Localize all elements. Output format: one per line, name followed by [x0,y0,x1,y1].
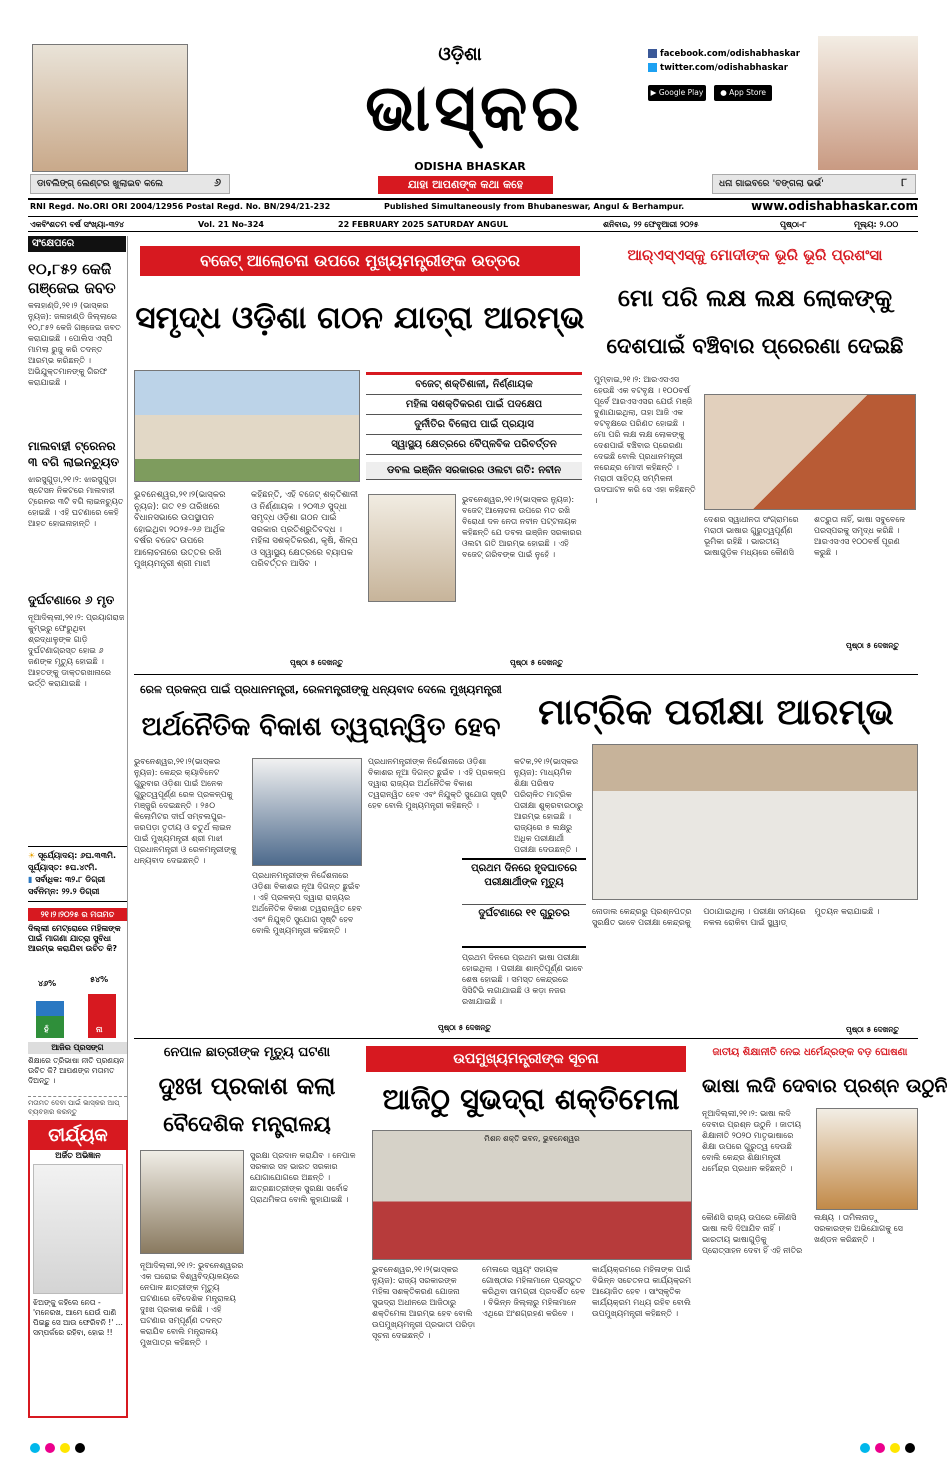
poll-chart [28,968,127,1038]
cartoon-title: ତୀର୍ଯ୍ୟକ [30,1122,126,1150]
date-odia-right: ଶନିବାର, ୨୨ ଫେବୃଆରୀ ୨୦୨୫ [603,220,699,229]
actress-portrait [818,36,918,170]
exam-highlight-box [462,858,586,948]
facebook-link: facebook.com/odishabhaskar [660,49,800,59]
official-photo [140,1150,244,1254]
lead-body: ଭୁବନେଶ୍ୱର,୨୧।୨(ଭାସ୍କର ନ୍ୟୁଜ): ଗତ ୧୭ ତାରିଖରେ ବିଧାନସଭାରେ ଉପସ୍ଥାପନ ହୋଇଥିବା ୨୦୨୫-୨୬ ଆର୍ଥିକ ବର୍ଷର ବଜେଟ ଉପରେ ଆଲୋଚନାରେ ଉତ୍ତର ରଖି ମୁଖ୍ୟମନ୍ତ୍ରୀ ଶ୍ରୀ ମାଝୀ କହିଛନ୍ତି, ଏହି ବଜେଟ୍ ଶକ୍ତିଶାଳୀ ଓ ନିର୍ଣ୍ଣାୟକ । ୨୦୩୬ ସୁଦ୍ଧା ସମୃଦ୍ଧ ଓଡ଼ିଶା ଗଠନ ପାଇଁ ସରକାର ପ୍ରତିଶ୍ରୁତିବଦ୍ଧ । ମହିଳା ସଶକ୍ତିକରଣ, କୃଷି, ଶିଳ୍ପ ଓ ସ୍ୱାସ୍ଥ୍ୟ କ୍ଷେତ୍ରରେ ବ୍ୟାପକ ପରିବର୍ତ୍ତନ ଆସିବ । [134,490,359,569]
nepal-body-continued: ସୁରକ୍ଷା ପ୍ରଦାନ କରାଯିବ । ନେପାଳ ସରକାର ସହ ଭାରତ ସରକାର ଯୋଗାଯୋଗରେ ଅଛନ୍ତି । ଛାତ୍ରଛାତ୍ରୀଙ୍କ ସୁରକ୍ଷା ସର୍ବୋଚ୍ଚ ପ୍ରାଥମିକତା ବୋଲି କୁହାଯାଇଛି । [250,1151,356,1204]
nepal-body: ନୂଆଦିଲ୍ଲୀ,୨୧।୨: ଭୁବନେଶ୍ୱରର ଏକ ଘରୋଇ ବିଶ୍ୱବିଦ୍ୟାଳୟରେ ନେପାଳ ଛାତ୍ରୀଙ୍କ ମୃତ୍ୟୁ ଘଟଣାରେ ବୈଦେଶିକ ମନ୍ତ୍ରାଳୟ ଦୁଃଖ ପ୍ରକାଶ କରିଛି । ଏହି ଘଟଣାର ସମ୍ପୂର୍ଣ୍ଣ ତଦନ୍ତ କରାଯିବ ବୋଲି ମନ୍ତ୍ରାଳୟ ମୁଖପାତ୍ର କହିଛନ୍ତି । [140,1261,244,1347]
tagline: ଯାହା ଆପଣଙ୍କ କଥା କହେ [378,176,553,194]
rail-headline[interactable]: ଅର୍ଥନୈତିକ ବିକାଶ ତ୍ୱରାନ୍ୱିତ ହେବ [141,712,501,742]
subhadra-body: ଭୁବନେଶ୍ୱର,୨୧।୨(ଭାସ୍କର ନ୍ୟୁଜ): ରାଜ୍ୟ ସରକାରଙ୍କ ମହିଳା ସଶକ୍ତିକରଣ ଯୋଜନା ସୁଭଦ୍ରା ଅଧୀନରେ ଆଜିଠାରୁ ଶକ୍ତିମେଳା ଆରମ୍ଭ ହେବ ବୋଲି ଉପମୁଖ୍ୟମନ୍ତ୍ରୀ ପ୍ରଭାତୀ ପରିଡ଼ା ସୂଚନା ଦେଇଛନ୍ତି । [372,1265,476,1340]
poll-no-pct: ୫୪% [90,975,109,984]
exam-photo [592,744,918,900]
weather-box [28,846,127,902]
nepal-kicker: ନେପାଳ ଛାତ୍ରୀଙ୍କ ମୃତ୍ୟୁ ଘଟଣା [163,1045,331,1060]
naveen-continued[interactable]: ପୃଷ୍ଠା ୫ ଦେଖନ୍ତୁ [510,658,563,667]
language-body-continued: କୌଣସି ରାଜ୍ୟ ଉପରେ କୌଣସି ଭାଷା ଲଦି ଦିଆଯିବ ନାହିଁ । ଭାରତୀୟ ଭାଷାଗୁଡ଼ିକୁ ପ୍ରୋତ୍ସାହନ ଦେବା ହିଁ ଏହି ନୀତିର ଲକ୍ଷ୍ୟ । ତାମିଲନାଡ଼ୁ ସରକାରଙ୍କ ଅଭିଯୋଗକୁ ସେ ଖଣ୍ଡନ କରିଛନ୍ତି । [702,1213,903,1255]
social-links [648,48,818,138]
lead-headline[interactable]: ସମୃଦ୍ଧ ଓଡ଼ିଶା ଗଠନ ଯାତ୍ରା ଆରମ୍ଭ [135,300,585,336]
modi-kicker: ଆର୍‌ଏସ୍‌ଏସ୍‌କୁ ମୋଦୀଙ୍କ ଭୂରି ଭୂରି ପ୍ରଶଂସା [627,246,883,264]
rail-continued[interactable]: ପୃଷ୍ଠା ୫ ଦେଖନ୍ତୁ [438,1023,491,1032]
poll-yes-pct: ୪୬% [38,979,57,988]
today-topic-note: ମତାମତ ଦେବା ପାଇଁ ଭାସ୍କର ଆପ୍ ବ୍ୟବହାର କରନ୍ତୁ [28,1096,127,1114]
brand-small: ଓଡ଼ିଶା [438,44,482,65]
brief1-body: କଳାହାଣ୍ଡି,୨୧।୨ (ଭାସ୍କର ନ୍ୟୁଜ): ଜଳାହାଣ୍ଡି ଜିଲ୍ଲାରେ ୧୦,୮୫୨ କେଜି ଗଞ୍ଜେଇ ଜବତ କରାଯାଇଛି । ପୋଲିସ ଏସ୍ପି ମାମଲା ରୁଜୁ କରି ତଦନ୍ତ ଆରମ୍ଭ କରିଛନ୍ତି । ଅଭିଯୁକ୍ତମାନଙ୍କୁ ଗିରଫ କରାଯାଇଛି । [28,301,121,387]
modi-headline-line2[interactable]: ଦେଶପାଇଁ ବଞ୍ଚିବାର ପ୍ରେରଣା ଦେଇଛି [606,334,904,358]
google-play-badge[interactable]: ▶ Google Play [648,85,706,101]
modi-body: ମୁମ୍ବାଇ,୨୧।୨: ଆରଏସଏସ ହେଉଛି ଏକ ବଟବୃକ୍ଷ । ୧୦୦ବର୍ଷ ପୂର୍ବେ ଆରଏସଏସର ଯେଉଁ ମଞ୍ଜି ବୁଣାଯାଇଥିଲା, ତାହା ଆଜି ଏକ ବଟବୃକ୍ଷରେ ପରିଣତ ହୋଇଛି । ମୋ ପରି ଲକ୍ଷ ଲକ୍ଷ ଲୋକଙ୍କୁ ଦେଶପାଇଁ ବଞ୍ଚିବାର ପ୍ରେରଣା ଦେଇଛି ବୋଲି ପ୍ରଧାନମନ୍ତ୍ରୀ ନରେନ୍ଦ୍ର ମୋଦୀ କହିଛନ୍ତି । ମରାଠୀ ସାହିତ୍ୟ ସମ୍ମିଳନୀ ଉଦଘାଟନ କରି ସେ ଏହା କହିଛନ୍ତି । [594,375,696,505]
twitter-link: twitter.com/odishabhaskar [660,63,788,73]
poll-question: ଦିଲ୍ଲୀ ମେଟ୍ରୋରେ ମହିଳାଙ୍କ ପାଇଁ ମାଗଣା ଯାତ୍ରା ସୁବିଧା ଆରମ୍ଭ କରାଯିବା ଉଚିତ କି? [28,924,121,953]
poll-no-bar [88,994,116,1038]
minister-photo [252,758,362,866]
nepal-headline-line1[interactable]: ଦୁଃଖ ପ୍ରକାଶ କଲା [158,1072,336,1100]
lead-point-4: ସ୍ୱାସ୍ଥ୍ୟ କ୍ଷେତ୍ରରେ ବୈପ୍ଳବିକ ପରିବର୍ତ୍ତନ [366,435,582,455]
temperature-min: ସର୍ବନିମ୍ନ: ୨୨.୨ ଡିଗ୍ରୀ [28,887,100,896]
left-teaser-page: ୬ [214,176,221,189]
lead-point-2: ମହିଳା ସଶକ୍ତିକରଣ ପାଇଁ ପଦକ୍ଷେପ [366,395,582,415]
modi-photo [704,394,916,510]
subhadra-body-continued: ମେଳାରେ ସ୍ୱୟଂ ସହାୟକ ଗୋଷ୍ଠୀର ମହିଳାମାନେ ପ୍ରସ୍ତୁତ କରିଥିବା ସାମଗ୍ରୀ ପ୍ରଦର୍ଶିତ ହେବ । ବିଭିନ୍ନ ଜିଲ୍ଲାରୁ ମହିଳାମାନେ ଏଥିରେ ଅଂଶଗ୍ରହଣ କରିବେ । [482,1265,586,1318]
lead-point-1: ବଜେଟ୍ ଶକ୍ତିଶାଳୀ, ନିର୍ଣ୍ଣାୟକ [366,375,582,395]
play-icon: ▶ [650,88,659,97]
date-odia-left: ଏକବିଂଶତମ ବର୍ଷ ସଂଖ୍ୟା-୩୨୪ [30,220,125,229]
date-english: 22 FEBRUARY 2025 SATURDAY ANGUL [338,220,509,229]
brief3-body: ନୂଆଦିଲ୍ଲୀ,୨୧।୨: ପ୍ରୟାଗରାଜ କୁମ୍ଭରୁ ଫେରୁଥିବା ଶ୍ରଦ୍ଧାଳୁଙ୍କ ଗାଡ଼ି ଦୁର୍ଘଟଣାଗ୍ରସ୍ତ ହୋଇ ୬ ଜଣଙ୍କ ମୃତ୍ୟୁ ହୋଇଛି । ଆହତଙ୍କୁ ଡାକ୍ତରଖାନାରେ ଭର୍ତ୍ତି କରାଯାଇଛି । [28,613,125,688]
pradhan-photo [816,1108,918,1210]
left-teaser-box[interactable] [30,174,230,194]
cartoon-box [28,1120,128,1418]
apple-icon: ● [720,88,730,97]
app-store-badge[interactable]: ● App Store [714,85,772,101]
today-topic-question: ଶିକ୍ଷାରେ ତ୍ରିଭାଷା ନୀତି ପ୍ରଣୟନ ଉଚିତ କି? ଆପଣଙ୍କ ମତାମତ ଦିଅନ୍ତୁ । [28,1056,125,1085]
sun-icon: ☀ [28,851,38,860]
poll-yes-bar [36,1001,64,1038]
cartoon-caption: ଝିଅଙ୍କୁ କହିଲେ ନେତା - 'ମନେରଖ, ଆମେ ଯେଉଁ ପାଣି ପିଇଛୁ ସେ ଆଉ ଫେରିବନି !' ... ସମ୍ପର୍କରେ ରହିବା, ହୋଇ !! [33,1298,123,1337]
dateline-bar [28,216,918,232]
modi-body-continued: ଦେଶର ସ୍ୱାଧୀନତା ସଂଗ୍ରାମରେ ମରାଠୀ ଭାଷାର ଗୁରୁତ୍ୱପୂର୍ଣ୍ଣ ଭୂମିକା ରହିଛି । ଭାରତୀୟ ଭାଷାଗୁଡ଼ିକ ମଧ୍ୟରେ କୌଣସି ଶତ୍ରୁତା ନାହିଁ, ଭାଷା ସବୁବେଳେ ପରସ୍ପରକୁ ସମୃଦ୍ଧ କରିଛି । ଆରଏସଏସ ୧୦୦ବର୍ଷ ପୂରଣ କରୁଛି । [704,515,906,557]
exam-body: କଟକ,୨୧।୨(ଭାସ୍କର ନ୍ୟୁଜ): ମାଧ୍ୟମିକ ଶିକ୍ଷା ପରିଷଦ ପରିଚାଳିତ ମାଟ୍ରିକ ପରୀକ୍ଷା ଶୁକ୍ରବାରଠାରୁ ଆରମ୍ଭ ହୋଇଛି । ରାଜ୍ୟରେ ୫ ଲକ୍ଷରୁ ଅଧିକ ପରୀକ୍ଷାର୍ଥୀ ପରୀକ୍ଷା ଦେଉଛନ୍ତି । [514,757,584,854]
rail-body-col3: ପ୍ରଧାନମନ୍ତ୍ରୀଙ୍କ ନିର୍ଦ୍ଦେଶନାରେ ଓଡ଼ିଶା ବିକାଶର ନୂଆ ଦିଗନ୍ତ ଛୁଇଁବ । ଏହି ପ୍ରକଳ୍ପ ଦ୍ୱାରା ରାଜ୍ୟର ଅର୍ଥନୈତିକ ବିକାଶ ତ୍ୱରାନ୍ୱିତ ହେବ ଏବଂ ନିଯୁକ୍ତି ସୁଯୋଗ ସୃଷ୍ଟି ହେବ ବୋଲି ମୁଖ୍ୟମନ୍ତ୍ରୀ କହିଛନ୍ତି । [368,757,508,810]
facebook-icon [648,49,657,58]
sunrise: ☀ ସୂର୍ଯ୍ୟୋଦୟ: ୬ଘ.୩୩ମି. [28,851,117,860]
cartoon-subtitle: ଅର୍ଜିତ ଅଭିଜ୍ଞାନ [55,1151,101,1160]
briefs-section-title: ସଂକ୍ଷେପରେ [28,236,126,252]
naveen-headline[interactable]: ଡବଲ ଇଞ୍ଜିନ ସରକାରର ଓଲଟା ଗତି: ନବୀନ [366,462,582,480]
sunset: ସୂର୍ଯ୍ୟାସ୍ତ: ୫ଘ.୪୯ମି. [28,863,98,872]
subhadra-body-col3: କାର୍ଯ୍ୟକ୍ରମରେ ମହିଳାଙ୍କ ପାଇଁ ବିଭିନ୍ନ ସଚେତନତା କାର୍ଯ୍ୟକ୍ରମ ଆୟୋଜିତ ହେବ । ସାଂସ୍କୃତିକ କାର୍ଯ୍ୟକ୍ରମ ମଧ୍ୟ ରହିବ ବୋଲି ଉପମୁଖ୍ୟମନ୍ତ୍ରୀ କହିଛନ୍ତି । [592,1265,692,1318]
rail-kicker: ରେଳ ପ୍ରକଳ୍ପ ପାଇଁ ପ୍ରଧାନମନ୍ତ୍ରୀ, ରେଳମନ୍ତ୍ରୀଙ୍କୁ ଧନ୍ୟବାଦ ଦେଲେ ମୁଖ୍ୟମନ୍ତ୍ରୀ [140,683,502,696]
exam-body-col3: ନୋଡାଲ କେନ୍ଦ୍ରରୁ ପ୍ରଶ୍ନପତ୍ର ସୁରକ୍ଷିତ ଭାବେ ପରୀକ୍ଷା କେନ୍ଦ୍ରକୁ ପଠାଯାଇଥିଲା । ପରୀକ୍ଷା ସମୟରେ ନକଲ ରୋକିବା ପାଇଁ ସ୍କ୍ୱାଡ୍ ମୁତୟନ କରାଯାଇଛି । [592,907,880,927]
facebook-row[interactable] [648,48,818,60]
lead-kicker: ବଜେଟ୍ ଆଲୋଚନା ଉପରେ ମୁଖ୍ୟମନ୍ତ୍ରୀଙ୍କ ଉତ୍ତର [140,246,580,276]
section-rule-2 [134,1038,918,1039]
thermometer-icon: ▮ [28,875,36,884]
press-meet-photo [372,1130,692,1260]
lead-continued[interactable]: ପୃଷ୍ଠା ୫ ଦେଖନ୍ତୁ [290,658,343,667]
modi-headline-line1[interactable]: ମୋ ପରି ଲକ୍ଷ ଲକ୍ଷ ଲୋକଙ୍କୁ [617,284,893,312]
brief3-title: ଦୁର୍ଘଟଣାରେ ୬ ମୃତ [28,593,115,607]
color-registration-left [30,1438,110,1450]
poll-header: ୨୧।୨।୨୦୨୫ ର ମତାମତ [28,908,127,921]
rail-body-continued: ପ୍ରଧାନମନ୍ତ୍ରୀଙ୍କ ନିର୍ଦ୍ଦେଶନାରେ ଓଡ଼ିଶା ବିକାଶର ନୂଆ ଦିଗନ୍ତ ଛୁଇଁବ । ଏହି ପ୍ରକଳ୍ପ ଦ୍ୱାରା ରାଜ୍ୟର ଅର୍ଥନୈତିକ ବିକାଶ ତ୍ୱରାନ୍ୱିତ ହେବ ଏବଂ ନିଯୁକ୍ତି ସୁଯୋଗ ସୃଷ୍ଟି ହେବ ବୋଲି ମୁଖ୍ୟମନ୍ତ୍ରୀ କହିଛନ୍ତି । [252,871,362,935]
left-teaser-text: ଡାବଲିଙ୍ଗ୍ ଲେଣ୍ଟର ଖୁଲାଇବ କଲେ [37,179,163,189]
cartoon-drawing [33,1164,123,1294]
language-headline[interactable]: ଭାଷା ଲଦି ଦେବାର ପ୍ରଶ୍ନ ଉଠୁନି [702,1075,947,1097]
page-count: ପୃଷ୍ଠା-୮ [780,220,807,229]
brief1-title: ୧୦,୮୫୨ କେଜି ଗଞ୍ଜେଇ ଜବତ [28,260,116,297]
rail-body: ଭୁବନେଶ୍ୱର,୨୧।୨(ଭାସ୍କର ନ୍ୟୁଜ): କେନ୍ଦ୍ର କ୍ୟାବିନେଟ ଗୁରୁବାର ଓଡ଼ିଶା ପାଇଁ ଅନେକ ଗୁରୁତ୍ୱପୂର୍ଣ୍ଣ ରେଳ ପ୍ରକଳ୍ପକୁ ମଞ୍ଜୁରି ଦେଇଛନ୍ତି । ୨୫୦ କିଲୋମିଟର ଦୀର୍ଘ ସମ୍ବଲପୁର-ଜରପଡ଼ା ତୃତୀୟ ଓ ଚତୁର୍ଥ ଲାଇନ ପାଇଁ ମୁଖ୍ୟମନ୍ତ୍ରୀ ଶ୍ରୀ ମାଝୀ ପ୍ରଧାନମନ୍ତ୍ରୀ ଓ ରେଳମନ୍ତ୍ରୀଙ୍କୁ ଧନ୍ୟବାଦ ଦେଇଛନ୍ତି । [134,757,237,865]
right-teaser-text: ଧନା ଗାଇବରେ 'ବଙ୍ଗଲା ଭର୍ଭ' [719,179,824,189]
twitter-row[interactable] [648,62,818,74]
brief2-title: ମାଲବାହୀ ଟ୍ରେନର ୩ ବଗି ଲାଇନଚ୍ୟୁତ [28,439,120,469]
color-registration-right [860,1438,940,1450]
nepal-headline-line2[interactable]: ବୈଦେଶିକ ମନ୍ତ୍ରାଳୟ [163,1112,331,1136]
published-line: Published Simultaneously from Bhubaneswar, Angul & Berhampur. [384,202,685,211]
website-link[interactable]: www.odishabhaskar.com [751,199,918,213]
twitter-icon [648,63,657,72]
poll-box [28,908,127,1114]
naveen-photo [368,494,456,602]
price: ମୂଲ୍ୟ: ୨.୦୦ [854,220,899,229]
temperature-max: ▮ ସର୍ବାଧିକ: ୩୨.୮ ଡିଗ୍ରୀ [28,875,106,884]
poll-yes-label: ହଁ [44,1025,49,1034]
right-teaser-page: ୮ [901,176,907,189]
subhadra-headline[interactable]: ଆଜିଠୁ ସୁଭଦ୍ରା ଶକ୍ତିମେଳା [382,1082,680,1116]
lead-point-3: ଦୁର୍ନୀତିର ବିଲୋପ ପାଇଁ ପ୍ରୟାସ [366,415,582,435]
subhadra-kicker: ଉପମୁଖ୍ୟମନ୍ତ୍ରୀଙ୍କ ସୂଚନା [366,1046,686,1072]
language-body: ନୂଆଦିଲ୍ଲୀ,୨୧।୨: ଭାଷା ଲଦି ଦେବାର ପ୍ରଶ୍ନ ଉଠୁନି । ଜାତୀୟ ଶିକ୍ଷାନୀତି ୨୦୨୦ ମାତୃଭାଷାରେ ଶିକ୍ଷା ଉପରେ ଗୁରୁତ୍ୱ ଦେଉଛି ବୋଲି କେନ୍ଦ୍ର ଶିକ୍ଷାମନ୍ତ୍ରୀ ଧର୍ମେନ୍ଦ୍ର ପ୍ରଧାନ କହିଛନ୍ତି । [702,1109,802,1173]
poll-no-label: ନା [96,1025,103,1034]
right-teaser-box[interactable] [712,174,916,194]
assembly-photo [134,370,360,482]
modi-continued[interactable]: ପୃଷ୍ଠା ୫ ଦେଖନ୍ତୁ [846,641,899,650]
exam-body-continued: ପ୍ରଥମ ଦିନରେ ପ୍ରଥମ ଭାଷା ପରୀକ୍ଷା ହୋଇଥିଲା । ପରୀକ୍ଷା ଶାନ୍ତିପୂର୍ଣ୍ଣ ଭାବେ ଶେଷ ହୋଇଛି । ସମସ୍ତ କେନ୍ଦ୍ରରେ ସିସିଟିଭି ଲଗାଯାଇଛି ଓ କଡ଼ା ନଜର ରଖାଯାଇଛି । [462,953,583,1006]
exam-highlight-2: ଦୁର୍ଘଟଣାରେ ୧୧ ଗୁରୁତର [462,904,586,944]
naveen-body: ଭୁବନେଶ୍ୱର,୨୧।୨(ଭାସ୍କର ନ୍ୟୁଜ): ବଜେଟ୍ ଆଲୋଚନା ଉପରେ ମତ ରଖି ବିରୋଧୀ ଦଳ ନେତା ନବୀନ ପଟ୍ଟନାୟକ କହିଛନ୍ତି ଯେ ଡବଲ ଇଞ୍ଜିନ ସରକାରର ଓଲଟା ଗତି ଆରମ୍ଭ ହୋଇଛି । ଏହି ବଜେଟ୍ ଗରିବଙ୍କ ପାଇଁ ନୁହେଁ । [462,495,582,559]
brief2-body: ଝାରସୁଗୁଡ଼ା,୨୧।୨: ଝାରସୁଗୁଡ଼ା ଷ୍ଟେସନ ନିକଟରେ ମାଲବାହୀ ଟ୍ରେନର ୩ଟି ବଗି ଲାଇନଚ୍ୟୁତ ହୋଇଛି । ଏହି ଘଟଣାରେ କେହି ଆହତ ହୋଇନାହାନ୍ତି । [28,475,124,528]
language-kicker: ଜାତୀୟ ଶିକ୍ଷାନୀତି ନେଇ ଧର୍ମେନ୍ଦ୍ରଙ୍କ ବଡ଼ ଘୋଷଣା [712,1047,908,1058]
exam-continued[interactable]: ପୃଷ୍ଠା ୫ ଦେଖନ୍ତୁ [846,1025,899,1034]
section-rule-1 [134,674,918,675]
brand-english: ODISHA BHASKAR [414,160,526,173]
volume-number: Vol. 21 No-324 [198,220,264,229]
exam-headline[interactable]: ମାଟ୍ରିକ ପରୀକ୍ଷା ଆରମ୍ଭ [538,692,894,733]
press-meet-caption: ମିଶନ ଶକ୍ତି ଭବନ, ଭୁବନେଶ୍ୱର [484,1134,580,1143]
exam-highlight-1: ପ୍ରଥମ ଦିନରେ ହୃଦଘାତରେ ପରୀକ୍ଷାର୍ଥୀଙ୍କ ମୃତ୍ୟୁ [471,863,577,888]
brand-logo: ଭାସ୍କର [365,72,584,146]
registration-line: RNI Regd. No.ORI ORI 2004/12956 Postal Regd. No. BN/294/21-232 [30,202,331,211]
lead-points [366,372,582,456]
cm-portrait [32,44,188,172]
today-topic-title: ଆଜିର ପ୍ରସଙ୍ଗ [28,1042,127,1054]
